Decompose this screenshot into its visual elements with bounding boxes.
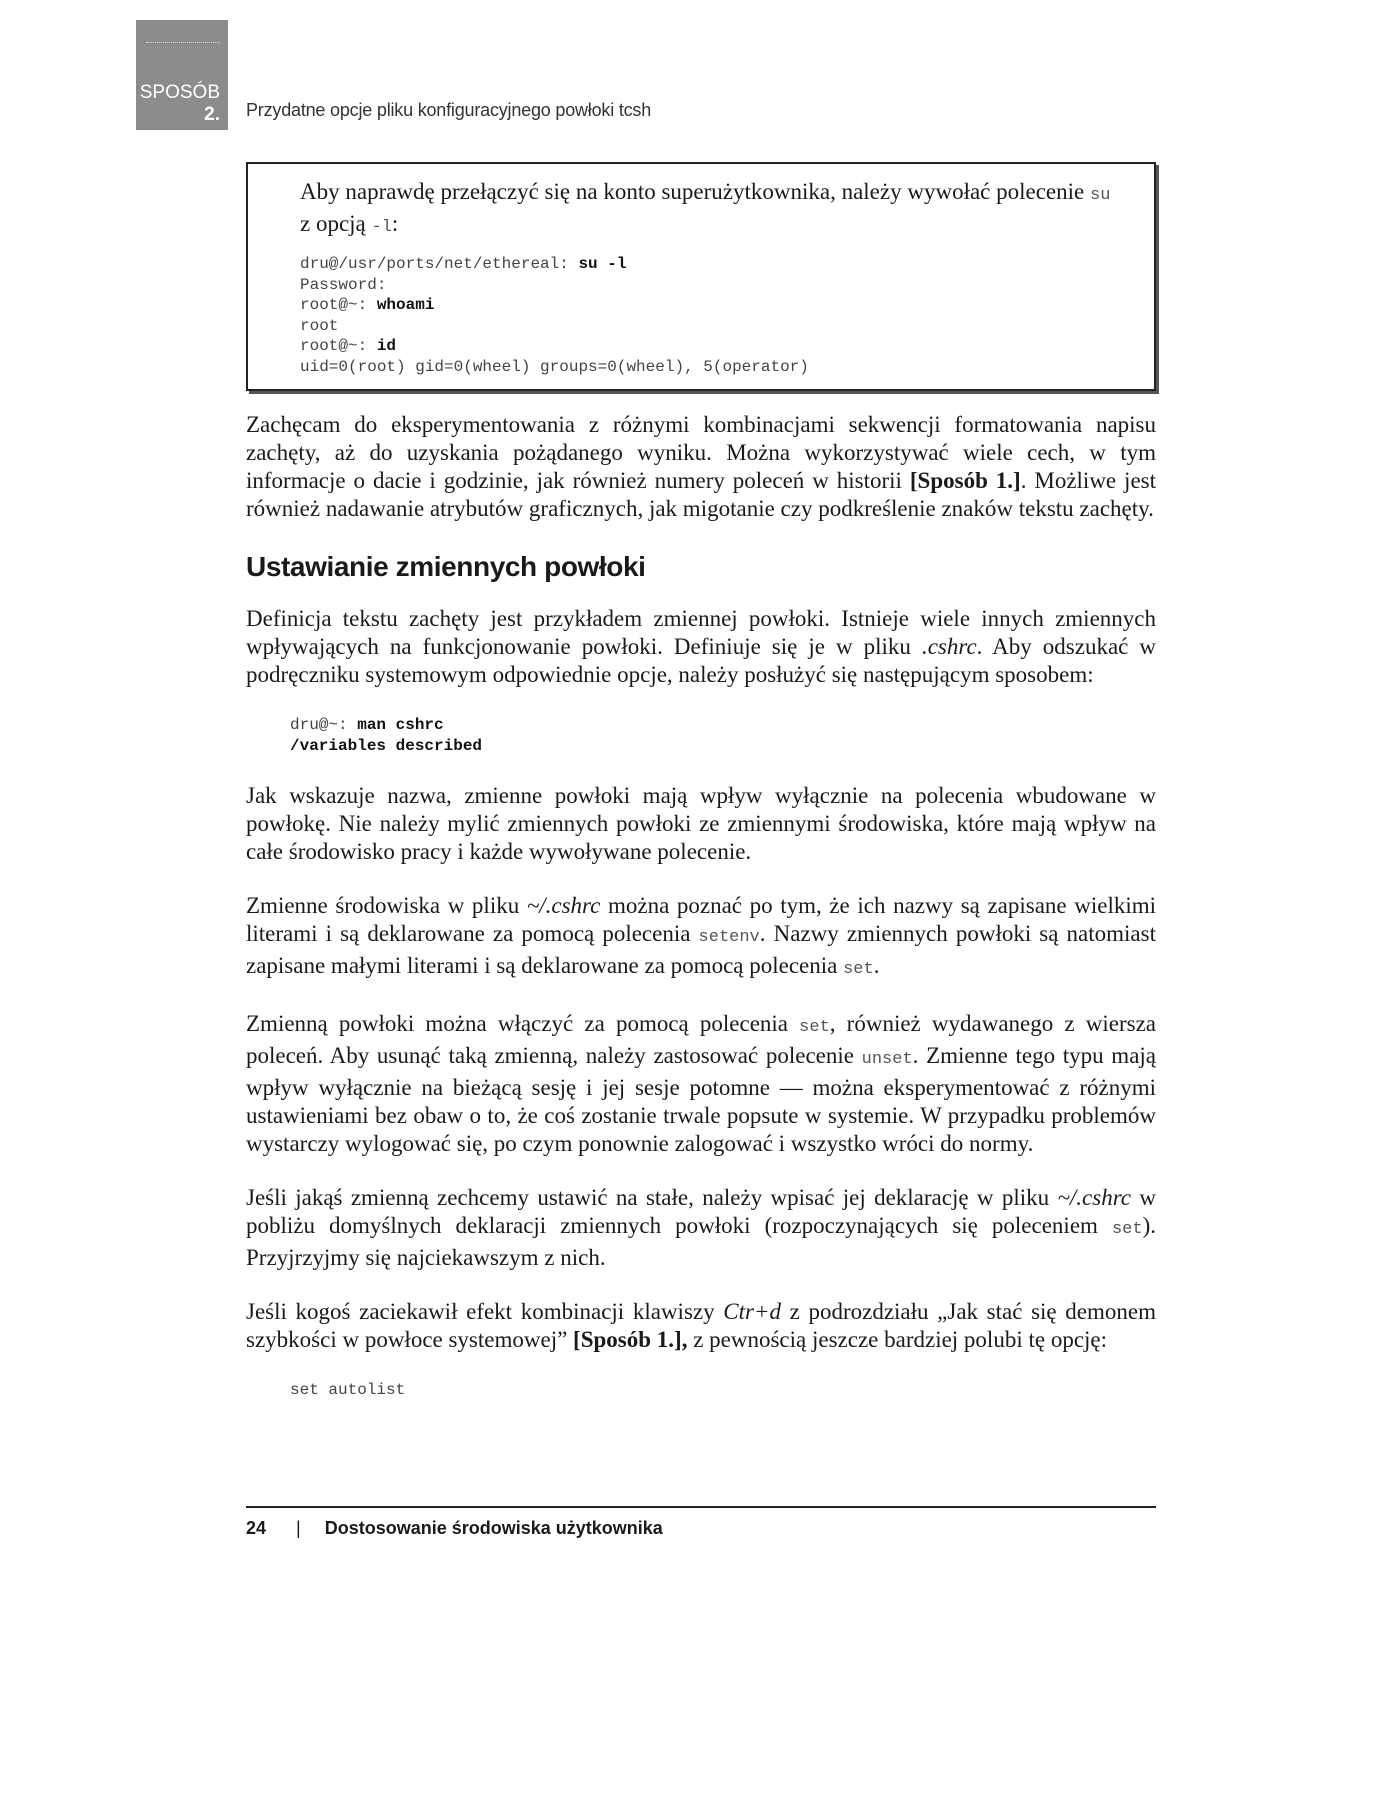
note-text	[300, 178, 1118, 242]
code-block-man	[290, 715, 1156, 756]
p7-reference: [Sposób 1.],	[573, 1327, 688, 1352]
code-line	[290, 715, 1156, 736]
p5-c: . Zmienne tego typu mają wpływ wyłącznie na bieżącą sesję i jej sesje potomne — można eksperymentować z różnymi ustawieniami bez obaw o to, że coś zostanie trwale popsute w systemie. W przypadku problemów wystarczy wylogować się, po czym ponownie zalogować i wszystko wróci do normy.	[246, 1043, 1157, 1156]
code-line	[300, 254, 1118, 275]
note-code-block	[300, 254, 1118, 377]
footer-rule	[246, 1506, 1156, 1508]
running-head: Przydatne opcje pliku konfiguracyjnego powłoki tcsh	[246, 100, 652, 120]
p1-text: Zachęcam do eksperymentowania z różnymi kombinacjami sekwencji formatowania napisu zachęty, aż do uzyskania pożądanego wyniku. Można wykorzystywać wiele cech, w tym informacje o dacie i godzinie, jak również numery poleceń w historii	[246, 412, 1156, 493]
p5-cmd-set: set	[799, 1018, 830, 1037]
code-command: whoami	[376, 296, 435, 314]
code-command: su -l	[578, 255, 627, 273]
code-prompt: root@~:	[300, 337, 377, 355]
code-line	[300, 295, 1118, 316]
p6-a: Jeśli jakąś zmienną zechcemy ustawić na stałe, należy wpisać jej deklarację w pliku	[246, 1185, 1058, 1210]
footer-separator: |	[296, 1518, 301, 1538]
section-title: Ustawianie zmiennych powłoki	[246, 551, 646, 582]
p5-b: , również wydawanego z wiersza poleceń. Aby usunąć taką zmienną, należy zastosować polecenie	[246, 1011, 1156, 1068]
code-block-autolist	[290, 1380, 1156, 1401]
paragraph-1	[246, 411, 1156, 523]
note-text-after: :	[391, 211, 399, 236]
p4-cmd-setenv: setenv	[698, 928, 760, 947]
paragraph-2	[246, 605, 1156, 689]
p4-c: . Nazwy zmiennych powłoki są natomiast zapisane małymi literami i są deklarowane za pomocą polecenia	[246, 921, 1156, 978]
code-line	[300, 357, 1118, 378]
code-line	[300, 316, 1118, 337]
p5-cmd-unset: unset	[861, 1050, 913, 1069]
code-line	[300, 275, 1118, 296]
code-command: man cshrc	[357, 716, 444, 734]
p2-text2: . Aby odszukać w podręczniku systemowym odpowiednie opcje, należy posłużyć się następującym sposobem:	[246, 634, 1156, 687]
code-command: id	[376, 337, 397, 355]
note-text-middle: z opcją	[300, 211, 372, 236]
note-cmd-su: su	[1090, 186, 1111, 205]
chapter-badge	[136, 20, 228, 130]
page-content	[246, 162, 1156, 1427]
code-prompt: root@~:	[300, 296, 377, 314]
footer-chapter: Dostosowanie środowiska użytkownika	[324, 1518, 663, 1538]
p1-text2: . Możliwe jest również nadawanie atrybutów graficznych, jak migotanie czy podkreślenie znaków tekstu zachęty.	[246, 468, 1156, 521]
p7-keys: Ctr+d	[723, 1299, 781, 1324]
code-line	[290, 736, 1156, 757]
note-box	[246, 162, 1156, 391]
p4-a: Zmienne środowiska w pliku	[246, 893, 527, 918]
code-line	[300, 336, 1118, 357]
paragraph-3: Jak wskazuje nazwa, zmienne powłoki mają wpływ wyłącznie na polecenia wbudowane w powłokę. Nie należy mylić zmiennych powłoki ze zmiennymi środowiska, które mają wpływ na całe środowisko pracy i każde wywoływane polecenie.	[246, 783, 1156, 864]
code-line: set autolist	[290, 1381, 406, 1399]
page-footer	[246, 1518, 663, 1539]
code-command: /variables described	[290, 736, 483, 755]
p1-reference: [Sposób 1.]	[909, 468, 1021, 493]
code-prompt: dru@~:	[290, 716, 358, 734]
code-prompt: dru@/usr/ports/net/ethereal:	[300, 255, 579, 273]
paragraph-4	[246, 892, 1156, 984]
p5-a: Zmienną powłoki można włączyć za pomocą polecenia	[246, 1011, 800, 1036]
p4-file: ~/.cshrc	[526, 893, 601, 918]
badge-label: SPOSÓB	[139, 82, 220, 103]
p6-b: w pobliżu domyślnych deklaracji zmiennych powłoki (rozpoczynających się poleceniem	[246, 1185, 1156, 1238]
badge-number: 2.	[204, 104, 220, 125]
code-prompt: Password:	[300, 275, 387, 294]
p2-text: Definicja tekstu zachęty jest przykładem zmiennej powłoki. Istnieje wiele innych zmiennych wpływających na funkcjonowanie powłoki. Definiuje się je w pliku	[246, 606, 1156, 659]
badge-text	[140, 82, 220, 126]
paragraph-6	[246, 1184, 1156, 1272]
p4-cmd-set: set	[843, 960, 874, 979]
code-prompt: uid=0(root) gid=0(wheel) groups=0(wheel), 5(operator)	[300, 357, 809, 376]
note-text-before: Aby naprawdę przełączyć się na konto superużytkownika, należy wywołać polecenie	[300, 179, 1090, 204]
paragraph-7	[246, 1298, 1156, 1354]
p2-file: .cshrc	[921, 634, 977, 659]
p4-b: można poznać po tym, że ich nazwy są zapisane wielkimi literami i są deklarowane za pomocą polecenia	[246, 893, 1156, 946]
p7-c: z pewnością jeszcze bardziej polubi tę opcję:	[687, 1327, 1108, 1352]
p6-cmd-set: set	[1111, 1220, 1143, 1239]
note-opt-l: -l	[371, 218, 392, 237]
paragraph-5	[246, 1010, 1156, 1158]
p4-d: .	[873, 953, 880, 978]
page-number: 24	[246, 1518, 267, 1538]
p6-file: ~/.cshrc	[1057, 1185, 1132, 1210]
p7-a: Jeśli kogoś zaciekawił efekt kombinacji klawiszy	[246, 1299, 724, 1324]
code-prompt: root	[300, 316, 339, 335]
badge-dotted-line	[146, 42, 220, 43]
p7-b: z podrozdziału „Jak stać się demonem szybkości w powłoce systemowej”	[246, 1299, 1156, 1352]
p6-c: ). Przyjrzyjmy się najciekawszym z nich.	[246, 1213, 1156, 1270]
